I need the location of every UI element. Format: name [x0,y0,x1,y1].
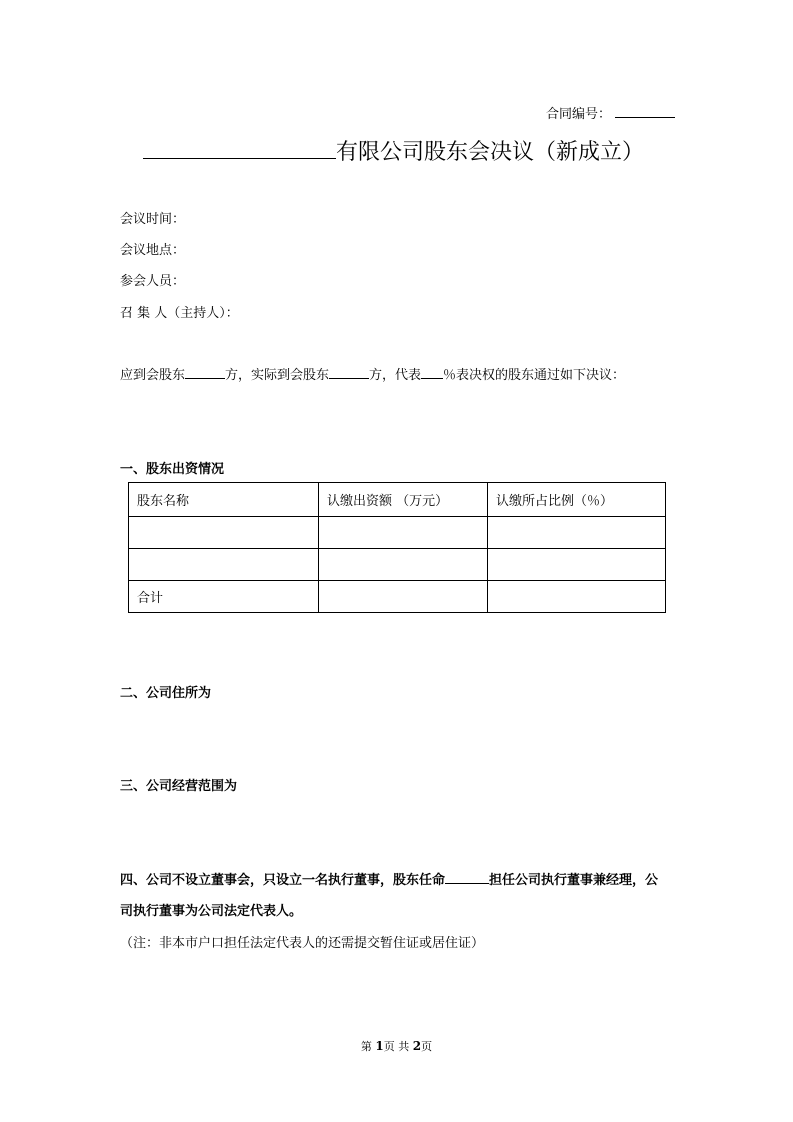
footer-text-b: 页 共 [383,1040,410,1053]
attendance-text-4: ％表决权的股东通过如下决议： [443,368,626,383]
meeting-attendees: 参会人员： [120,274,186,289]
attendance-text-2: 方，实际到会股东 [225,368,330,383]
table-header-row [129,483,666,517]
contract-number-blank [615,104,675,118]
section-scope-heading: 三、公司经营范围为 [120,779,238,794]
section-capital-heading: 一、股东出资情况 [120,462,225,477]
voting-percent-blank [421,366,443,379]
page-total: 2 [412,1039,422,1053]
contract-number-label: 合同编号： [546,107,612,122]
director-text-a: 四、公司不设立董事会，只设立一名执行董事，股东任命 [120,873,446,888]
attendance-text-1: 应到会股东 [120,368,186,383]
actual-shareholders-blank [329,366,369,379]
attendance-statement [120,364,625,383]
footer-text-a: 第 [360,1040,372,1053]
table-cell[interactable] [129,549,319,581]
company-name-blank [143,138,336,159]
table-cell[interactable] [319,517,488,549]
table-total-row [129,581,666,613]
section-director-line1 [120,869,658,888]
page-title [143,135,644,166]
table-cell[interactable] [319,581,488,613]
meeting-time: 会议时间： [120,212,186,227]
header-subscribed-ratio: 认缴所占比例（％） [488,483,666,517]
table-cell[interactable] [488,581,666,613]
table-cell[interactable] [319,549,488,581]
expected-shareholders-blank [185,366,225,379]
header-shareholder-name: 股东名称 [129,483,319,517]
header-subscribed-amount: 认缴出资额 （万元） [319,483,488,517]
director-text-b: 担任公司执行董事兼经理，公 [489,873,659,888]
table-cell[interactable] [129,517,319,549]
table-cell[interactable] [488,517,666,549]
title-text: 有限公司股东会决议（新成立） [336,140,645,165]
section-address-heading: 二、公司住所为 [120,686,212,701]
table-cell[interactable] [488,549,666,581]
contract-number [546,103,675,122]
legal-rep-note: （注：非本市户口担任法定代表人的还需提交暂住证或居住证） [120,936,485,951]
page-footer [0,1038,793,1054]
meeting-convener: 召 集 人（主持人）： [120,306,239,321]
table-row [129,517,666,549]
section-director-line2: 司执行董事为公司法定代表人。 [120,904,303,919]
meeting-place: 会议地点： [120,243,186,258]
attendance-text-3: 方，代表 [369,368,422,383]
footer-text-c: 页 [421,1040,433,1053]
total-label: 合计 [129,581,319,613]
director-name-blank [445,871,489,884]
page-number: 1 [375,1039,384,1053]
capital-table [128,482,666,613]
table-row [129,549,666,581]
